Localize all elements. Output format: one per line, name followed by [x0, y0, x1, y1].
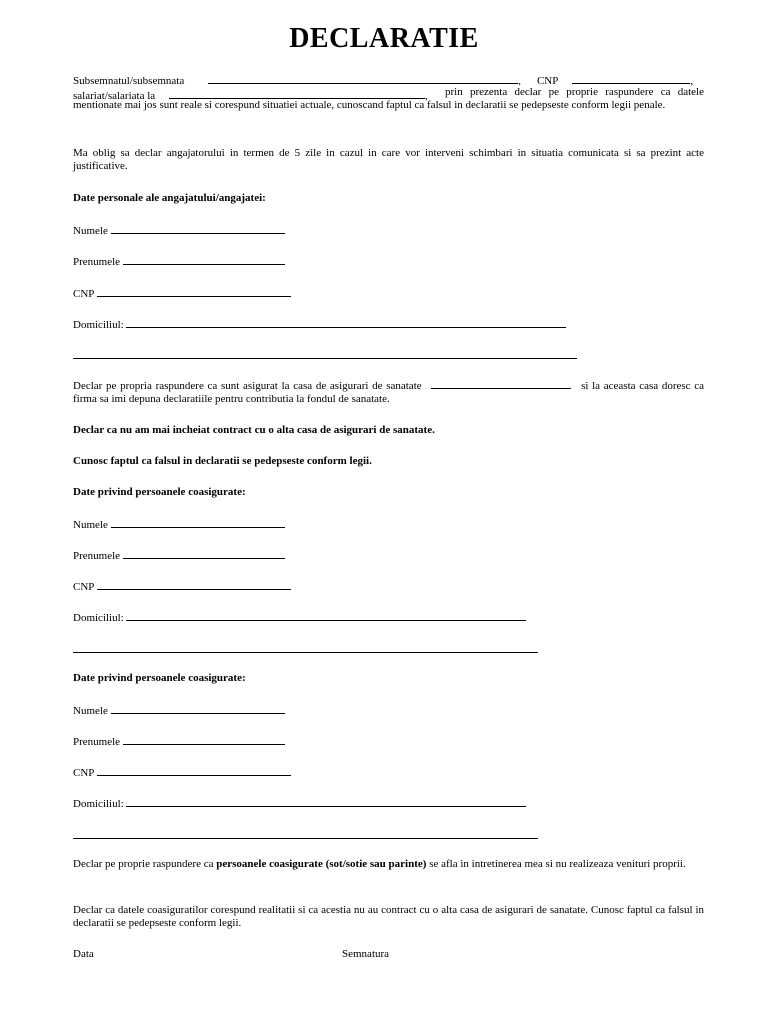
obligation-paragraph: Ma oblig sa declar angajatorului in termen de 5 zile in cazul in care vor interveni schimbari in situatia comunicata si sa prezint acte justificative. [73, 147, 704, 172]
coinsured-2-numele-row [73, 703, 285, 718]
cnp-label: CNP [536, 75, 559, 87]
semnatura-label: Semnatura [342, 948, 390, 960]
numele-blank[interactable] [111, 223, 285, 234]
coinsured-1-prenumele-row [73, 548, 285, 563]
name-blank[interactable] [208, 73, 518, 84]
domiciliul-label: Domiciliul: [73, 798, 124, 810]
numele-blank[interactable] [111, 517, 285, 528]
coinsured-2-domiciliul-extra-line[interactable] [73, 838, 538, 839]
prenumele-blank[interactable] [123, 548, 285, 559]
coinsured-2-cnp-row [73, 765, 291, 780]
final-line-2: Cunosc faptul ca falsul in declaratii se pedepseste conform legii. [73, 904, 705, 929]
numele-label: Numele [73, 705, 108, 717]
coinsured-2-prenumele-row [73, 734, 285, 749]
coinsured-1-domiciliul-extra-line[interactable] [73, 652, 538, 653]
numele-label: Numele [73, 225, 108, 237]
employee-prenumele-row [73, 254, 285, 269]
intro-paragraph: Subsemnatul/subsemnata , CNP , salariat/salariata la , [73, 75, 694, 102]
numele-label: Numele [73, 519, 108, 531]
domiciliul-extra-line[interactable] [73, 358, 577, 359]
cnp-blank[interactable] [97, 579, 291, 590]
dependents-bold: persoanele coasigurate (sot/sotie sau parinte) [216, 858, 427, 870]
coinsured-1-cnp-row [73, 579, 291, 594]
domiciliul-label: Domiciliul: [73, 612, 124, 624]
cnp-blank[interactable] [97, 286, 291, 297]
insurance-text-after: si la aceasta casa doresc ca firma sa imi depuna declaratiile pentru contributia la fondul de sanatate. [73, 380, 705, 405]
data-label: Data [73, 948, 94, 960]
insurance-house-blank[interactable] [431, 378, 571, 389]
coinsured-1-numele-row [73, 517, 285, 532]
insurance-text-before: Declar pe propria raspundere ca sunt asigurat la casa de asigurari de sanatate [73, 380, 422, 392]
page-title: DECLARATIE [289, 23, 479, 54]
numele-blank[interactable] [111, 703, 285, 714]
prenumele-label: Prenumele [73, 736, 121, 748]
coinsured-1-domiciliul-row [73, 610, 526, 625]
dependents-before: Declar pe proprie raspundere ca [73, 858, 214, 870]
employee-cnp-row [73, 286, 291, 301]
final-paragraph [73, 904, 704, 930]
coinsured-2-heading: Date privind persoanele coasigurate: [73, 672, 246, 684]
domiciliul-blank[interactable] [126, 796, 526, 807]
cnp-blank[interactable] [97, 765, 291, 776]
domiciliul-blank[interactable] [126, 610, 526, 621]
final-line-1: Declar ca datele coasiguratilor corespund realitatii si ca acestia nu au contract cu o alta casa de asigurari de sanatate. [73, 904, 588, 916]
prenumele-blank[interactable] [123, 254, 285, 265]
coinsured-1-heading: Date privind persoanele coasigurate: [73, 486, 246, 498]
dependents-paragraph [73, 858, 704, 871]
intro-text-block: prin prezenta declar pe proprie raspundere ca datele mentionate mai jos sunt reale si corespund situatiei actuale, cunoscand faptul ca falsul in declaratii se pedepseste conform legii penale. [73, 86, 704, 111]
prenumele-blank[interactable] [123, 734, 285, 745]
employee-section-heading: Date personale ale angajatului/angajatei: [73, 192, 266, 204]
insurance-paragraph [73, 378, 704, 406]
employee-domiciliul-row [73, 317, 566, 332]
salariat-label: salariat/salariata la [73, 90, 156, 102]
cnp-label: CNP [73, 581, 94, 593]
prenumele-label: Prenumele [73, 256, 121, 268]
prenumele-label: Prenumele [73, 550, 121, 562]
cnp-blank[interactable] [572, 73, 690, 84]
falsul-statement: Cunosc faptul ca falsul in declaratii se pedepseste conform legii. [73, 455, 372, 467]
dependents-after: se afla in intretinerea mea si nu realizeaza venituri proprii. [429, 858, 686, 870]
subsemnatul-label: Subsemnatul/subsemnata [73, 75, 185, 87]
cnp-label: CNP [73, 288, 94, 300]
domiciliul-label: Domiciliul: [73, 319, 124, 331]
employee-numele-row [73, 223, 285, 238]
coinsured-2-domiciliul-row [73, 796, 526, 811]
cnp-label: CNP [73, 767, 94, 779]
domiciliul-blank[interactable] [126, 317, 566, 328]
no-contract-statement: Declar ca nu am mai incheiat contract cu o alta casa de asigurari de sanatate. [73, 424, 435, 436]
